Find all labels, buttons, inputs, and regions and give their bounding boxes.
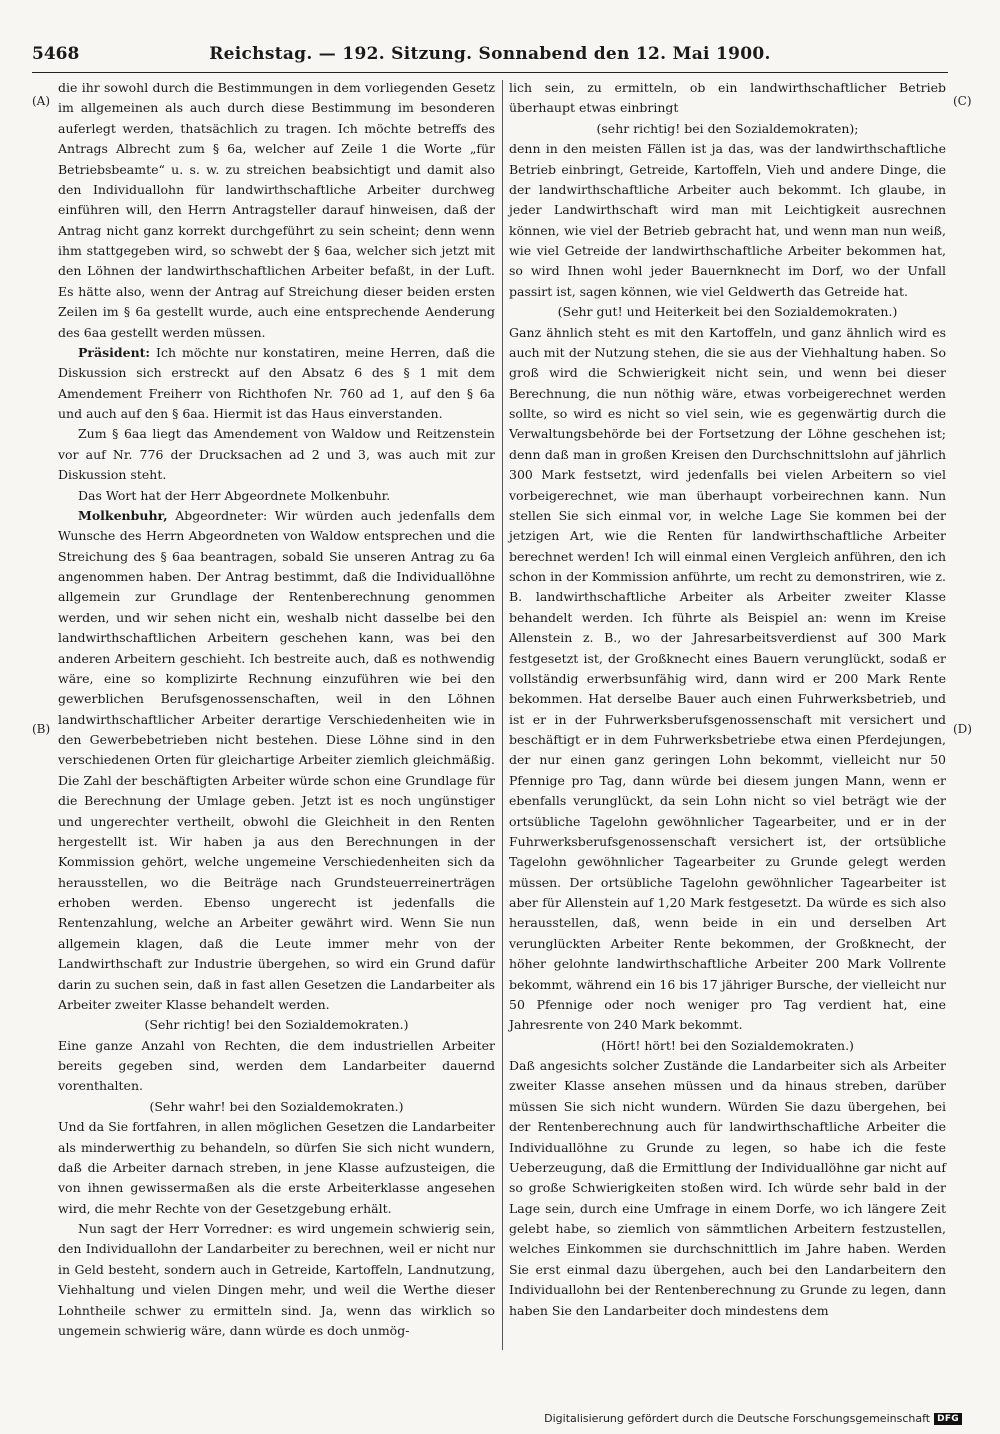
paragraph: denn in den meisten Fällen ist ja das, was der landwirthschaftliche Betrieb einbringt, Getreide, Kartoffeln, Vieh und andere Dinge, die der landwirthschaftliche Arbeiter auch bekommt. Ich glaube, in jeder Landwirthschaft wird man mit Leichtigkeit ausrechnen können, wie viel der Betrieb gebracht hat, und wenn man nun weiß, wie viel Getreide der landwirthschaftliche Arbeiter bekommen hat, so wird Ihnen wohl jeder Bauernknecht im Dorf, wo der Unfall passirt ist, sagen können, wie viel Geldwerth das Getreide hat. [509, 141, 946, 299]
interjection: (Sehr gut! und Heiterkeit bei den Sozialdemokraten.) [557, 304, 898, 320]
margin-marker-b: (B) [32, 722, 51, 736]
paragraph [58, 343, 495, 425]
dfg-logo: DFG [934, 1413, 962, 1425]
digitization-credit [544, 1412, 962, 1425]
paragraph-text: Wir würden auch jedenfalls dem Wunsche des Herrn Abgeordneten von Waldow entsprechen und die Streichung des § 6aa beantragen, sobald Sie unseren Antrag zu 6a angenommen haben. Der Antrag bestimmt, daß die Individuallöhne allgemein zur Grundlage der Rentenberechnung genommen werden, und wir sehen nicht ein, weshalb nicht dasselbe bei den landwirthschaftlichen Arbeitern geschehen kann, was bei den anderen Arbeitern geschieht. Ich bestreite auch, daß es nothwendig wäre, eine so komplizirte Rechnung einzuführen wie bei den gewerblichen Berufsgenossenschaften, weil in den Löhnen landwirthschaftlicher Arbeiter derartige Verschiedenheiten wie in den Gewerbebetrieben nicht bestehen. Diese Löhne sind in den verschiedenen Orten für gleichartige Arbeiter ziemlich gleichmäßig. Die Zahl der beschäftigten Arbeiter würde schon eine Grundlage für die Berechnung der Umlage geben. Jetzt ist es noch ungünstiger und ungerechter vertheilt, obwohl die Gleichheit in den Renten hergestellt ist. Wir haben ja aus den Berechnungen in der Kommission gehört, welche ungemeine Verschiedenheiten sich da herausstellen, wo die Beiträge nach Grundsteuerreinerträgen erhoben werden. Ebenso ungerecht ist jedenfalls die Rentenzahlung, welche an Arbeiter gewährt wird. Wenn Sie nun allgemein klagen, daß die Leute immer mehr von der Landwirthschaft zur Industrie übergehen, so wird ein Grund dafür darin zu suchen sein, daß in fast allen Gesetzen die Landarbeiter als Arbeiter zweiter Klasse behandelt werden. [58, 507, 495, 1012]
credit-text: Digitalisierung gefördert durch die Deutsche Forschungsgemeinschaft [544, 1412, 931, 1425]
interjection: (Sehr wahr! bei den Sozialdemokraten.) [149, 1098, 404, 1114]
interjection: (Hört! hört! bei den Sozialdemokraten.) [601, 1037, 854, 1053]
speaker-name: Molkenbuhr, [78, 507, 168, 523]
margin-marker-c: (C) [953, 94, 972, 108]
margin-marker-a: (A) [32, 94, 51, 108]
paragraph-text: Ich möchte nur konstatiren, meine Herren, daß die Diskussion sich erstreckt auf den Absatz 6 des § 1 mit dem Amendement Freiherr von Richthofen Nr. 760 ad 1, auf den § 6a und auch auf den § 6aa. Hiermit ist das Haus einverstanden. [58, 344, 495, 421]
interjection: (sehr richtig! bei den Sozialdemokraten); [596, 120, 859, 136]
column-divider [502, 80, 503, 1350]
page-header [32, 44, 948, 68]
left-column [58, 78, 495, 1341]
speaker-name: Präsident: [78, 344, 151, 360]
page-number: 5468 [32, 44, 80, 64]
right-column [509, 78, 946, 1321]
paragraph [58, 506, 495, 1015]
interjection: (Sehr richtig! bei den Sozialdemokraten.) [144, 1017, 409, 1033]
page-title: Reichstag. — 192. Sitzung. Sonnabend den 12. Mai 1900. [209, 44, 771, 64]
paragraph: Zum § 6aa liegt das Amendement von Waldow und Reitzenstein vor auf Nr. 776 der Drucksachen ad 2 und 3, was auch mit zur Diskussion steht. [58, 426, 495, 483]
header-rule [32, 72, 948, 73]
speaker-role: Abgeordneter: [175, 507, 268, 523]
paragraph: lich sein, zu ermitteln, ob ein landwirthschaftlicher Betrieb überhaupt etwas einbringt [509, 80, 946, 116]
margin-marker-d: (D) [953, 722, 972, 736]
paragraph: Ganz ähnlich steht es mit den Kartoffeln, und ganz ähnlich wird es auch mit der Nutzung stehen, die sie aus der Viehhaltung haben. So groß wird die Schwierigkeit nicht sein, und wenn bei dieser Berechnung, die nun nöthig wäre, etwas vorbeigerechnet werden sollte, so wird es nicht so viel sein, wie es gegenwärtig durch die Verwaltungsbehörde bei der Fortsetzung der Löhne geschehen ist; denn daß man in großen Kreisen den Durchschnittslohn auf jährlich 300 Mark festsetzt, wird jedenfalls bei vielen Arbeitern so viel vorbeigerechnet, wie man überhaupt vorbeirechnen kann. Nun stellen Sie sich einmal vor, in welche Lage Sie kommen bei der jetzigen Art, wie die Renten für landwirthschaftliche Arbeiter berechnet werden! Ich will einmal einen Vergleich anführen, den ich schon in der Kommission anführte, um recht zu demonstriren, wie z. B. landwirthschaftliche Arbeiter als Arbeiter zweiter Klasse behandelt werden. Ich führte als Beispiel an: wenn im Kreise Allenstein z. B., wo der Jahresarbeitsverdienst auf 300 Mark festgesetzt ist, der Großknecht eines Bauern verunglückt, sodaß er vollständig erwerbsunfähig wird, dann wird er 200 Mark Rente bekommen. Hat derselbe Bauer auch einen Fuhrwerksbetrieb, und ist er in der Fuhrwerksberufsgenossenschaft mit versichert und beschäftigt er in dem Fuhrwerksbetriebe etwa einen Pferdejungen, der nur einen ganz geringen Lohn bekommt, vielleicht nur 50 Pfennige pro Tag, dann würde bei diesem jungen Mann, wenn er ebenfalls verunglückt, da sein Lohn nicht so viel beträgt wie der ortsübliche Tagelohn gewöhnlicher Tagearbeiter, und er in der Fuhrwerksberufsgenossenschaft versichert ist, der ortsübliche Tagelohn gewöhnlicher Tagearbeiter zu Grunde gelegt werden müssen. Der ortsübliche Tagelohn gewöhnlicher Tagearbeiter ist aber für Allenstein auf 1,20 Mark festgesetzt. Da würde es sich also herausstellen, daß, wenn beide in ein und derselben Art verunglückten Arbeiter Rente bekommen, der Großknecht, der höher gelohnte landwirthschaftliche Arbeiter 200 Mark Vollrente bekommt, während ein 16 bis 17 jähriger Bursche, der vielleicht nur 50 Pfennige oder noch weniger pro Tag verdient hat, eine Jahresrente von 240 Mark bekommt. [509, 324, 946, 1033]
paragraph: Nun sagt der Herr Vorredner: es wird ungemein schwierig sein, den Individuallohn der Landarbeiter zu berechnen, weil er nicht nur in Geld besteht, sondern auch in Getreide, Kartoffeln, Landnutzung, Viehhaltung und vielen Dingen mehr, und weil die Werthe dieser Lohntheile schwer zu ermitteln sind. Ja, wenn das wirklich so ungemein schwierig wäre, dann würde es doch unmög- [58, 1221, 495, 1338]
paragraph: Daß angesichts solcher Zustände die Landarbeiter sich als Arbeiter zweiter Klasse ansehen müssen und da hinaus streben, darüber müssen Sie sich nicht wundern. Würden Sie dazu übergehen, bei der Rentenberechnung auch für landwirthschaftliche Arbeiter die Individuallöhne zu Grunde zu legen, so habe ich die feste Ueberzeugung, daß die Ermittlung der Individuallöhne gar nicht auf so große Schwierigkeiten stoßen wird. Ich würde sehr bald in der Lage sein, durch eine Umfrage in einem Dorfe, wo ich längere Zeit gelebt habe, so ziemlich von sämmtlichen Arbeitern festzustellen, welches Einkommen sie durchschnittlich im Jahre haben. Werden Sie erst einmal dazu übergehen, auch bei den Landarbeitern den Individuallohn bei der Rentenberechnung zu Grunde zu legen, dann haben Sie den Landarbeiter doch mindestens dem [509, 1058, 946, 1318]
paragraph: Und da Sie fortfahren, in allen möglichen Gesetzen die Landarbeiter als minderwerthig zu behandeln, so dürfen Sie sich nicht wundern, daß die Arbeiter darnach streben, in jene Klasse aufzusteigen, die von ihnen gewissermaßen als die erste Arbeiterklasse angesehen wird, die mehr Rechte von der Gesetzgebung erhält. [58, 1119, 495, 1216]
paragraph: Eine ganze Anzahl von Rechten, die dem industriellen Arbeiter bereits gegeben sind, werden dem Landarbeiter dauernd vorenthalten. [58, 1037, 495, 1094]
paragraph: die ihr sowohl durch die Bestimmungen in dem vorliegenden Gesetz im allgemeinen als auch durch diese Bestimmung im besonderen auferlegt werden, thatsächlich zu tragen. Ich möchte betreffs des Antrags Albrecht zum § 6a, welcher auf Zeile 1 die Worte „für Betriebsbeamte“ u. s. w. zu streichen beabsichtigt und damit also den Individuallohn für landwirthschaftliche Arbeiter durchweg einführen will, den Herrn Antragsteller darauf hinweisen, daß der Antrag nicht ganz korrekt durchgeführt zu sein scheint; denn wenn ihm stattgegeben wird, so schwebt der § 6aa, welcher sich jetzt mit den Löhnen der landwirthschaftlichen Arbeiter befaßt, in der Luft. Es hätte also, wenn der Antrag auf Streichung dieser beiden ersten Zeilen im § 6a gestellt wurde, auch eine entsprechende Aenderung des 6aa gestellt werden müssen. [58, 80, 495, 340]
paragraph: Das Wort hat der Herr Abgeordnete Molkenbuhr. [78, 487, 391, 503]
